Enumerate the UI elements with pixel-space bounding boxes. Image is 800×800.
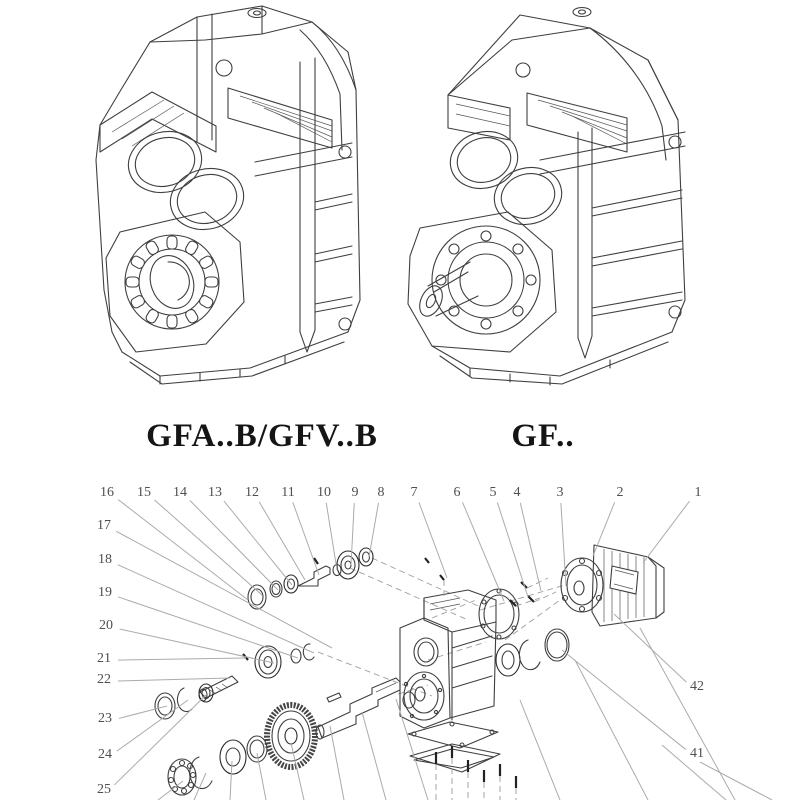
leader-line-6 xyxy=(463,502,504,601)
cutoff-leader-line xyxy=(520,700,560,800)
motor xyxy=(561,545,664,626)
leader-line-21 xyxy=(118,658,246,660)
callout-number-18: 18 xyxy=(98,552,112,567)
model-label-gf: GF.. xyxy=(511,418,575,454)
callout-number-20: 20 xyxy=(99,618,113,633)
leader-line-41 xyxy=(562,650,686,750)
axis-dashed-line xyxy=(432,600,476,618)
callout-number-6: 6 xyxy=(453,485,461,500)
cutoff-leader-line xyxy=(362,712,386,800)
callout-number-5: 5 xyxy=(489,485,497,500)
leader-line-2 xyxy=(593,502,615,556)
callout-number-25: 25 xyxy=(97,782,111,797)
leader-line-8 xyxy=(369,503,378,557)
leader-line-22 xyxy=(118,678,230,681)
leader-line-10 xyxy=(326,503,337,570)
cutoff-leader-line xyxy=(330,726,344,800)
callout-number-17: 17 xyxy=(97,518,111,533)
leader-line-1 xyxy=(643,501,690,563)
leader-line-20 xyxy=(120,629,274,663)
callout-number-14: 14 xyxy=(173,485,187,500)
callout-number-22: 22 xyxy=(97,672,111,687)
cutoff-leader-line xyxy=(640,628,735,800)
leader-line-13 xyxy=(224,501,292,585)
cutoff-leader-line xyxy=(158,781,183,800)
drawing-gf xyxy=(408,8,685,386)
cutoff-leader-line xyxy=(230,761,232,800)
leader-line-9 xyxy=(351,503,354,565)
callout-number-16: 16 xyxy=(100,485,114,500)
callout-number-13: 13 xyxy=(208,485,222,500)
callout-number-9: 9 xyxy=(351,485,359,500)
leader-line-7 xyxy=(419,502,447,578)
callout-number-15: 15 xyxy=(137,485,151,500)
leader-line-42 xyxy=(614,614,686,682)
gearbox-housing xyxy=(400,590,500,772)
callout-number-8: 8 xyxy=(377,485,385,500)
callout-number-12: 12 xyxy=(245,485,259,500)
callout-number-1: 1 xyxy=(694,485,702,500)
callout-number-2: 2 xyxy=(616,485,624,500)
output-bearing-rings xyxy=(496,629,569,676)
callout-number-24: 24 xyxy=(98,747,112,762)
callout-number-41: 41 xyxy=(690,746,704,761)
callout-number-3: 3 xyxy=(556,485,564,500)
model-label-gfab-gfv: GFA..B/GFV..B xyxy=(146,418,378,454)
cutoff-leader-line xyxy=(700,762,772,800)
callout-number-19: 19 xyxy=(98,585,112,600)
callout-number-42: 42 xyxy=(690,679,704,694)
callout-number-21: 21 xyxy=(97,651,111,666)
cutoff-leader-line xyxy=(575,660,648,800)
leader-line-18 xyxy=(118,565,314,653)
leader-line-16 xyxy=(118,500,248,600)
cutoff-leader-line xyxy=(291,743,304,800)
flange-gasket xyxy=(479,589,519,639)
callout-number-7: 7 xyxy=(410,485,418,500)
callout-number-23: 23 xyxy=(98,711,112,726)
leader-line-12 xyxy=(259,502,305,580)
axis-dashed-line xyxy=(480,585,565,610)
callout-number-10: 10 xyxy=(317,485,331,500)
callout-number-4: 4 xyxy=(513,485,521,500)
drawing-gfab-gfv xyxy=(96,6,360,384)
axis-dashed-line xyxy=(350,568,468,620)
leader-line-25 xyxy=(114,695,206,785)
callout-number-11: 11 xyxy=(281,485,295,500)
leader-line-11 xyxy=(293,502,319,575)
leader-line-4 xyxy=(520,503,541,591)
exploded-diagram xyxy=(97,485,772,800)
leader-line-17 xyxy=(116,531,332,648)
axis-dashed-line xyxy=(372,558,478,606)
bearing-rollers xyxy=(126,236,218,328)
leader-line-24 xyxy=(117,700,188,751)
